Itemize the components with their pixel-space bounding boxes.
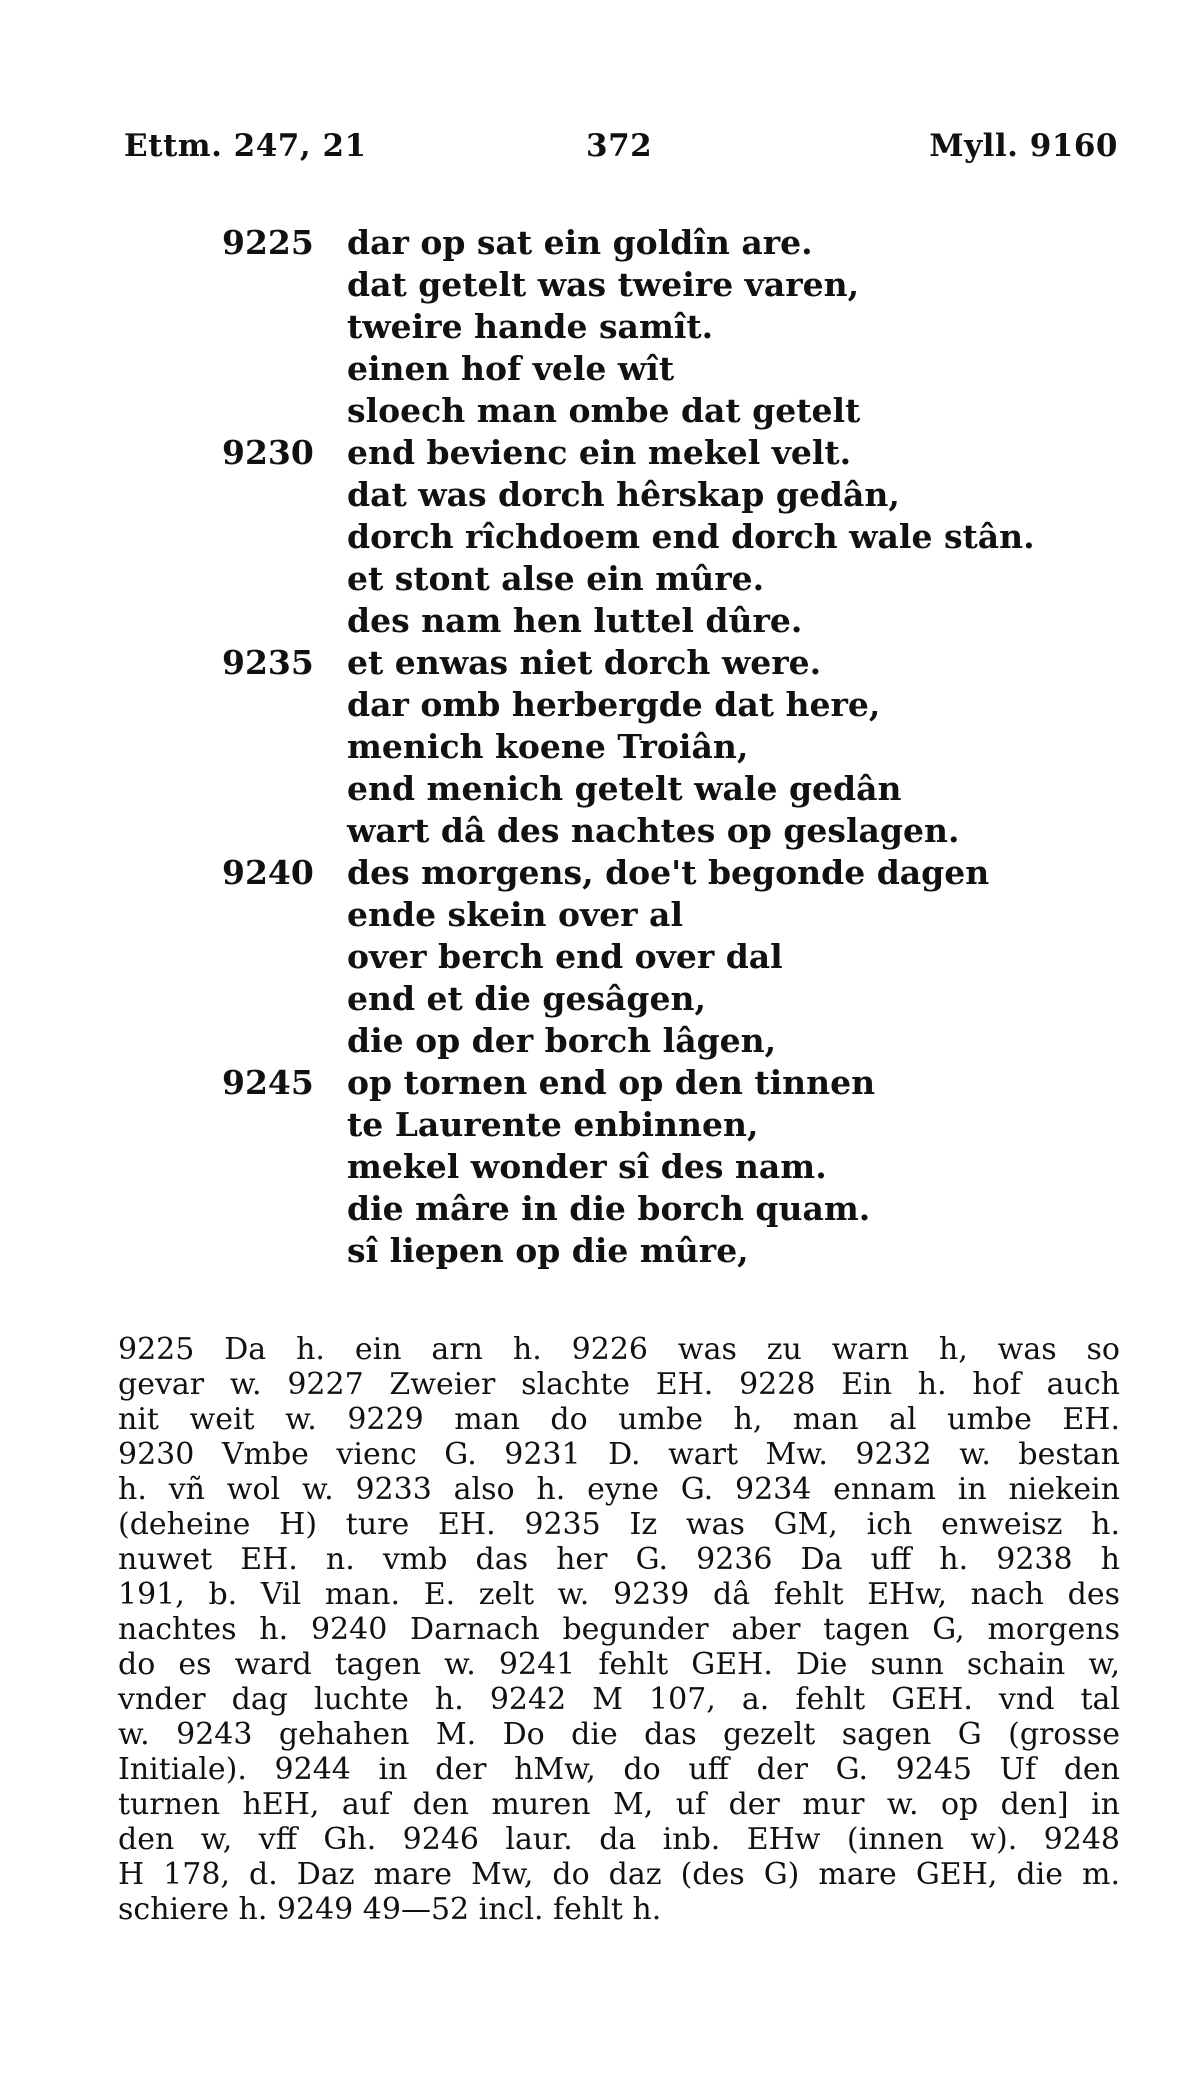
verse-line <box>0 1147 1200 1189</box>
line-number: 9225 <box>222 223 314 262</box>
apparatus-line: (deheine H) ture EH. 9235 Iz was GM, ich enweisz h. <box>118 1507 1120 1542</box>
verse-line <box>0 1189 1200 1231</box>
apparatus-line: nuwet EH. n. vmb das her G. 9236 Da uff h. 9238 h <box>118 1542 1120 1577</box>
verse-text-line: mekel wonder sî des nam. <box>347 1147 827 1186</box>
verse-line <box>0 1063 1200 1105</box>
line-number: 9240 <box>222 853 314 892</box>
apparatus-line: nit weit w. 9229 man do umbe h, man al umbe EH. <box>118 1402 1120 1437</box>
verse-line <box>0 895 1200 937</box>
verse-line <box>0 475 1200 517</box>
page-header <box>124 128 1118 178</box>
verse-text-line: et enwas niet dorch were. <box>347 643 822 682</box>
page-number: 372 <box>586 128 653 164</box>
verse-line <box>0 685 1200 727</box>
verse-text <box>0 223 1200 1273</box>
verse-line <box>0 223 1200 265</box>
verse-line <box>0 265 1200 307</box>
verse-text-line: et stont alse ein mûre. <box>347 559 765 598</box>
verse-line <box>0 643 1200 685</box>
verse-line <box>0 853 1200 895</box>
verse-text-line: end menich getelt wale gedân <box>347 769 902 808</box>
verse-line <box>0 433 1200 475</box>
verse-line <box>0 811 1200 853</box>
line-number: 9235 <box>222 643 314 682</box>
critical-apparatus <box>118 1332 1120 1927</box>
header-left-reference: Ettm. 247, 21 <box>124 128 367 164</box>
apparatus-line: H 178, d. Daz mare Mw, do daz (des G) mare GEH, die m. <box>118 1857 1120 1892</box>
apparatus-line: nachtes h. 9240 Darnach begunder aber tagen G, morgens <box>118 1612 1120 1647</box>
apparatus-line: 9225 Da h. ein arn h. 9226 was zu warn h, was so <box>118 1332 1120 1367</box>
verse-text-line: wart dâ des nachtes op geslagen. <box>347 811 960 850</box>
apparatus-line: 9230 Vmbe vienc G. 9231 D. wart Mw. 9232 w. bestan <box>118 1437 1120 1472</box>
verse-text-line: dorch rîchdoem end dorch wale stân. <box>347 517 1035 556</box>
verse-text-line: ende skein over al <box>347 895 683 934</box>
verse-text-line: die op der borch lâgen, <box>347 1021 777 1060</box>
apparatus-line: h. vñ wol w. 9233 also h. eyne G. 9234 ennam in niekein <box>118 1472 1120 1507</box>
verse-text-line: end bevienc ein mekel velt. <box>347 433 852 472</box>
apparatus-line: do es ward tagen w. 9241 fehlt GEH. Die sunn schain w, <box>118 1647 1120 1682</box>
verse-text-line: einen hof vele wît <box>347 349 675 388</box>
header-right-reference: Myll. 9160 <box>929 128 1118 164</box>
verse-line <box>0 1105 1200 1147</box>
verse-line <box>0 349 1200 391</box>
verse-line <box>0 559 1200 601</box>
apparatus-line: w. 9243 gehahen M. Do die das gezelt sagen G (grosse <box>118 1717 1120 1752</box>
apparatus-line: gevar w. 9227 Zweier slachte EH. 9228 Ein h. hof auch <box>118 1367 1120 1402</box>
verse-line <box>0 727 1200 769</box>
verse-text-line: des morgens, doe't begonde dagen <box>347 853 990 892</box>
verse-line <box>0 1231 1200 1273</box>
verse-text-line: op tornen end op den tinnen <box>347 1063 876 1102</box>
apparatus-line: Initiale). 9244 in der hMw, do uff der G. 9245 Uf den <box>118 1752 1120 1787</box>
verse-text-line: des nam hen luttel dûre. <box>347 601 803 640</box>
verse-line <box>0 1021 1200 1063</box>
verse-text-line: die mâre in die borch quam. <box>347 1189 871 1228</box>
verse-text-line: dat was dorch hêrskap gedân, <box>347 475 900 514</box>
verse-text-line: over berch end over dal <box>347 937 783 976</box>
verse-text-line: dar omb herbergde dat here, <box>347 685 881 724</box>
verse-line <box>0 937 1200 979</box>
apparatus-line: turnen hEH, auf den muren M, uf der mur w. op den] in <box>118 1787 1120 1822</box>
verse-text-line: end et die gesâgen, <box>347 979 706 1018</box>
verse-text-line: sloech man ombe dat getelt <box>347 391 861 430</box>
verse-text-line: dat getelt was tweire varen, <box>347 265 860 304</box>
verse-line <box>0 307 1200 349</box>
verse-line <box>0 391 1200 433</box>
line-number: 9230 <box>222 433 314 472</box>
verse-line <box>0 517 1200 559</box>
verse-text-line: sî liepen op die mûre, <box>347 1231 749 1270</box>
verse-text-line: dar op sat ein goldîn are. <box>347 223 813 262</box>
apparatus-line: den w, vff Gh. 9246 laur. da inb. EHw (innen w). 9248 <box>118 1822 1120 1857</box>
verse-text-line: menich koene Troiân, <box>347 727 749 766</box>
verse-line <box>0 979 1200 1021</box>
apparatus-line: vnder dag luchte h. 9242 M 107, a. fehlt GEH. vnd tal <box>118 1682 1120 1717</box>
verse-text-line: tweire hande samît. <box>347 307 714 346</box>
verse-line <box>0 769 1200 811</box>
apparatus-line: 191, b. Vil man. E. zelt w. 9239 dâ fehlt EHw, nach des <box>118 1577 1120 1612</box>
verse-line <box>0 601 1200 643</box>
line-number: 9245 <box>222 1063 314 1102</box>
apparatus-line: schiere h. 9249 49—52 incl. fehlt h. <box>118 1892 662 1927</box>
verse-text-line: te Laurente enbinnen, <box>347 1105 759 1144</box>
